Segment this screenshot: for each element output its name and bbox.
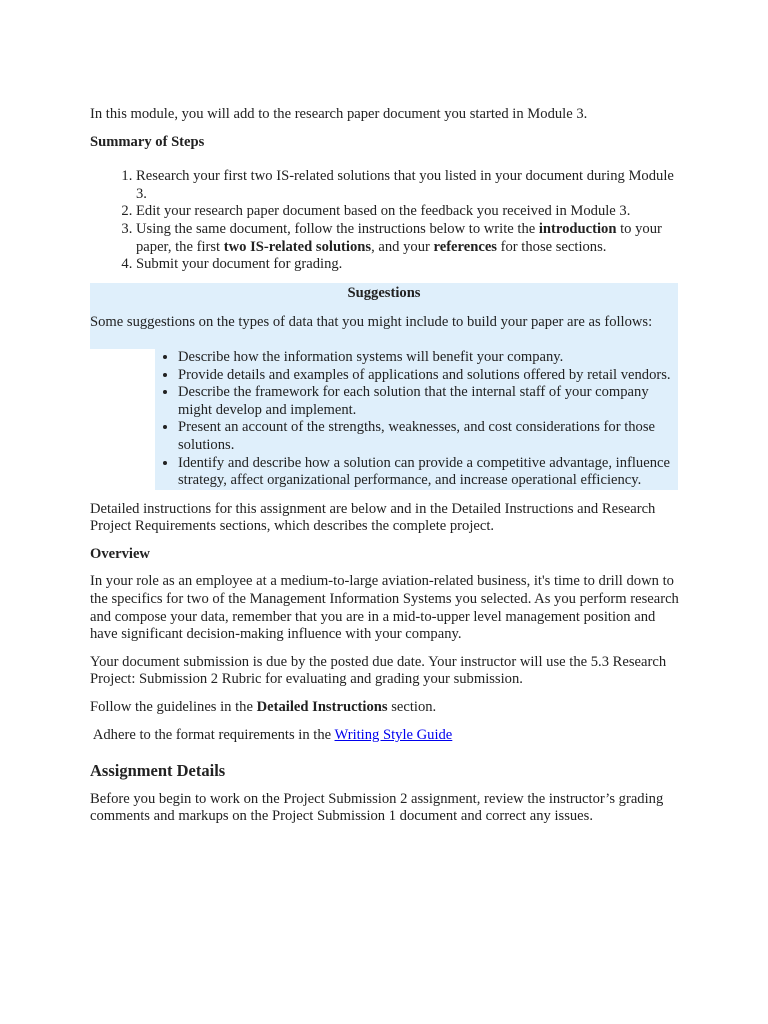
suggestions-intro: Some suggestions on the types of data that you might include to build your paper are as follows: — [90, 314, 653, 331]
step-bold-introduction: introduction — [538, 220, 617, 237]
details-section — [90, 501, 680, 826]
steps-list — [90, 168, 680, 274]
detailed-instructions-paragraph: Detailed instructions for this assignment are below and in the Detailed Instructions and Research Project Requirements sections, which describes the complete project. — [90, 500, 656, 535]
suggestion-item: • Describe how the information systems will benefit your company. — [178, 349, 672, 367]
assignment-details-paragraph: Before you begin to work on the Project Submission 2 assignment, review the instructor’s grading comments and markups on the Project Submission 1 document and correct any issues. — [90, 790, 664, 825]
step-item — [136, 256, 680, 274]
suggestion-item: • Provide details and examples of applications and solutions offered by retail vendors. — [178, 367, 672, 385]
suggestions-list — [155, 349, 678, 490]
adhere-paragraph — [90, 727, 680, 745]
step-text: Using the same document, follow the instructions below to write the — [136, 220, 539, 237]
intro-paragraph: In this module, you will add to the research paper document you started in Module 3. — [90, 106, 588, 122]
suggestions-title: Suggestions — [347, 284, 421, 301]
adhere-text: Adhere to the format requirements in the — [90, 726, 335, 743]
step-text: Submit your document for grading. — [136, 256, 343, 273]
step-text: to your paper, the first — [136, 220, 662, 255]
follow-text: section. — [387, 699, 437, 716]
overview-paragraph-1: In your role as an employee at a medium-to-large aviation-related business, it's time to drill down to the specifics for two of the Management Information Systems you selected. As you perform research and compose your data, remember that you are in a mid-to-upper level management position and have significant decision-making influence with your company. — [90, 573, 679, 643]
overview-heading: Overview — [90, 545, 150, 562]
suggestion-item: • Present an account of the strengths, weaknesses, and cost considerations for those solutions. — [178, 419, 672, 454]
suggestions-box — [90, 283, 678, 490]
step-item — [136, 168, 680, 203]
detailed-instructions-bold: Detailed Instructions — [256, 699, 388, 716]
step-item — [136, 203, 680, 221]
follow-guidelines-paragraph — [90, 699, 680, 717]
assignment-details-heading: Assignment Details — [90, 761, 226, 781]
writing-style-guide-link[interactable]: Writing Style Guide — [334, 726, 453, 743]
step-bold-references: references — [433, 238, 497, 255]
step-bold-solutions: two IS-related solutions — [223, 238, 372, 255]
suggestion-item: • Describe the framework for each solution that the internal staff of your company might develop and implement. — [178, 384, 672, 419]
step-text: for those sections. — [496, 238, 607, 255]
step-text: Research your first two IS-related solutions that you listed in your document during Module 3. — [136, 168, 674, 202]
suggestion-item: • Identify and describe how a solution can provide a competitive advantage, influence strategy, affect organizational performance, and increase operational efficiency. — [178, 455, 672, 490]
suggestions-list-wrap — [90, 349, 678, 490]
document-content — [90, 106, 680, 836]
follow-text: Follow the guidelines in the — [90, 699, 257, 716]
step-text: Edit your research paper document based on the feedback you received in Module 3. — [136, 203, 631, 220]
step-item — [136, 221, 680, 256]
overview-paragraph-2: Your document submission is due by the posted due date. Your instructor will use the 5.3 Research Project: Submission 2 Rubric for evaluating and grading your submission. — [90, 653, 667, 688]
summary-heading: Summary of Steps — [90, 133, 205, 150]
step-text: , and your — [371, 238, 434, 255]
